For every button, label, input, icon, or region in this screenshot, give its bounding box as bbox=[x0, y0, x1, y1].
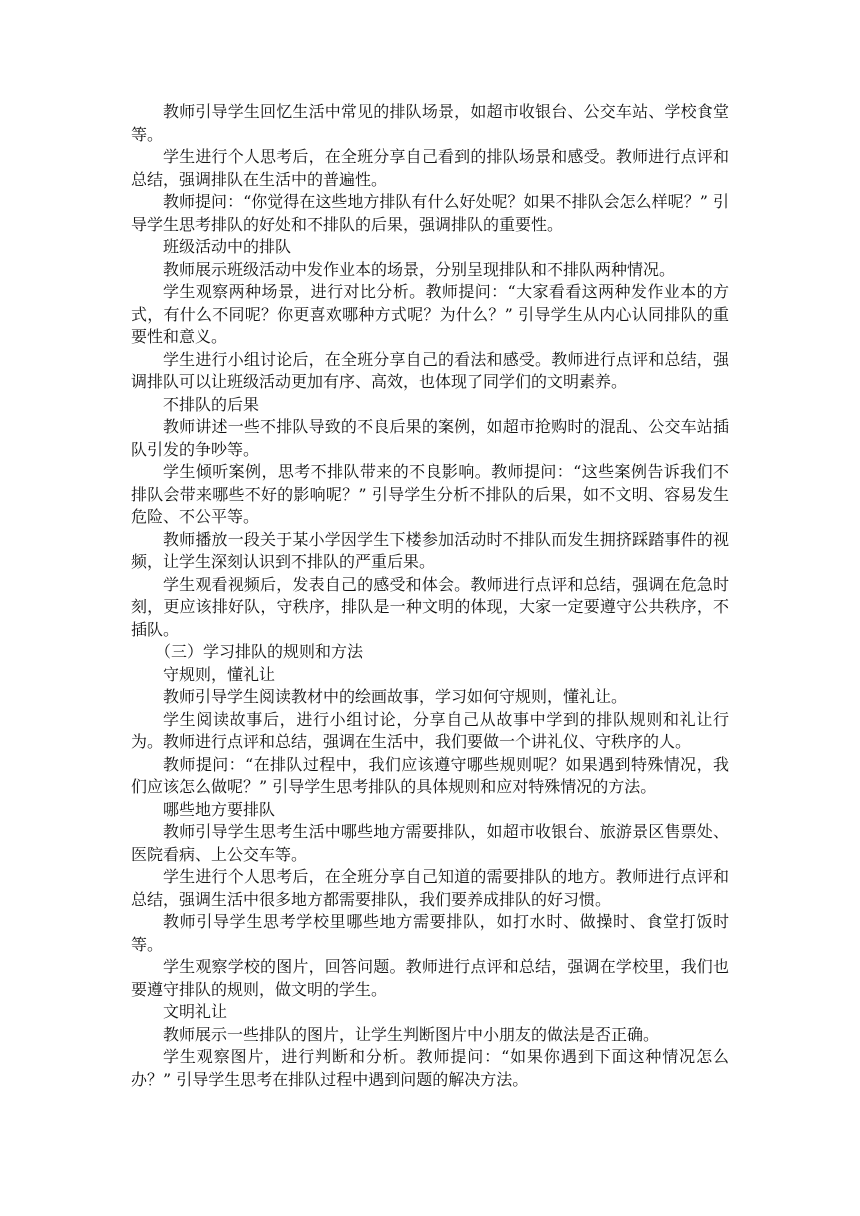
body-paragraph: 教师引导学生思考生活中哪些地方需要排队，如超市收银台、旅游景区售票处、医院看病、上公交车等。 bbox=[131, 822, 729, 864]
body-paragraph: 学生观察两种场景，进行对比分析。教师提问：“大家看看这两种发作业本的方式，有什么不同呢？你更喜欢哪种方式呢？为什么？” 引导学生从内心认同排队的重要性和意义。 bbox=[131, 282, 729, 346]
body-paragraph: 学生倾听案例，思考不排队带来的不良影响。教师提问：“这些案例告诉我们不排队会带来哪些不好的影响呢？” 引导学生分析不排队的后果，如不文明、容易发生危险、不公平等。 bbox=[131, 462, 729, 526]
body-paragraph: 学生观察图片，进行判断和分析。教师提问：“如果你遇到下面这种情况怎么办？” 引导学生思考在排队过程中遇到问题的解决方法。 bbox=[131, 1047, 729, 1089]
body-paragraph: 学生进行个人思考后，在全班分享自己看到的排队场景和感受。教师进行点评和总结，强调排队在生活中的普遍性。 bbox=[131, 147, 729, 189]
subheading: 哪些地方要排队 bbox=[163, 799, 276, 819]
body-paragraph: 教师展示班级活动中发作业本的场景，分别呈现排队和不排队两种情况。 bbox=[163, 259, 676, 279]
body-paragraph: 教师提问：“你觉得在这些地方排队有什么好处呢？如果不排队会怎么样呢？” 引导学生思考排队的好处和不排队的后果，强调排队的重要性。 bbox=[131, 192, 729, 234]
body-paragraph: 学生观察学校的图片，回答问题。教师进行点评和总结，强调在学校里，我们也要遵守排队的规则，做文明的学生。 bbox=[131, 957, 729, 999]
body-paragraph: 学生进行个人思考后，在全班分享自己知道的需要排队的地方。教师进行点评和总结，强调生活中很多地方都需要排队，我们要养成排队的好习惯。 bbox=[131, 867, 729, 909]
body-paragraph: 教师播放一段关于某小学因学生下楼参加活动时不排队而发生拥挤踩踏事件的视频，让学生深刻认识到不排队的严重后果。 bbox=[131, 529, 729, 571]
subheading: 文明礼让 bbox=[163, 1002, 228, 1021]
body-paragraph: 教师引导学生回忆生活中常见的排队场景，如超市收银台、公交车站、学校食堂等。 bbox=[131, 102, 729, 144]
document-body bbox=[131, 101, 729, 1091]
body-paragraph: 学生阅读故事后，进行小组讨论，分享自己从故事中学到的排队规则和礼让行为。教师进行点评和总结，强调在生活中，我们要做一个讲礼仪、守秩序的人。 bbox=[131, 709, 729, 751]
body-paragraph: 教师提问：“在排队过程中，我们应该遵守哪些规则呢？如果遇到特殊情况，我们应该怎么做呢？” 引导学生思考排队的具体规则和应对特殊情况的方法。 bbox=[131, 754, 729, 796]
subheading: 守规则，懂礼让 bbox=[163, 664, 276, 684]
body-paragraph: 学生观看视频后，发表自己的感受和体会。教师进行点评和总结，强调在危急时刻，更应该排好队，守秩序，排队是一种文明的体现，大家一定要遵守公共秩序，不插队。 bbox=[131, 574, 729, 639]
body-paragraph: 教师展示一些排队的图片，让学生判断图片中小朋友的做法是否正确。 bbox=[163, 1024, 660, 1044]
subheading: 班级活动中的排队 bbox=[163, 237, 292, 256]
body-paragraph: 教师讲述一些不排队导致的不良后果的案例，如超市抢购时的混乱、公交车站插队引发的争吵等。 bbox=[131, 417, 729, 459]
body-paragraph: 教师引导学生阅读教材中的绘画故事，学习如何守规则，懂礼让。 bbox=[163, 687, 628, 706]
body-paragraph: 学生进行小组讨论后，在全班分享自己的看法和感受。教师进行点评和总结，强调排队可以让班级活动更加有序、高效，也体现了同学们的文明素养。 bbox=[131, 349, 729, 391]
section-heading: （三）学习排队的规则和方法 bbox=[155, 642, 364, 661]
subheading: 不排队的后果 bbox=[163, 394, 260, 414]
body-paragraph: 教师引导学生思考学校里哪些地方需要排队，如打水时、做操时、食堂打饭时等。 bbox=[131, 912, 729, 954]
